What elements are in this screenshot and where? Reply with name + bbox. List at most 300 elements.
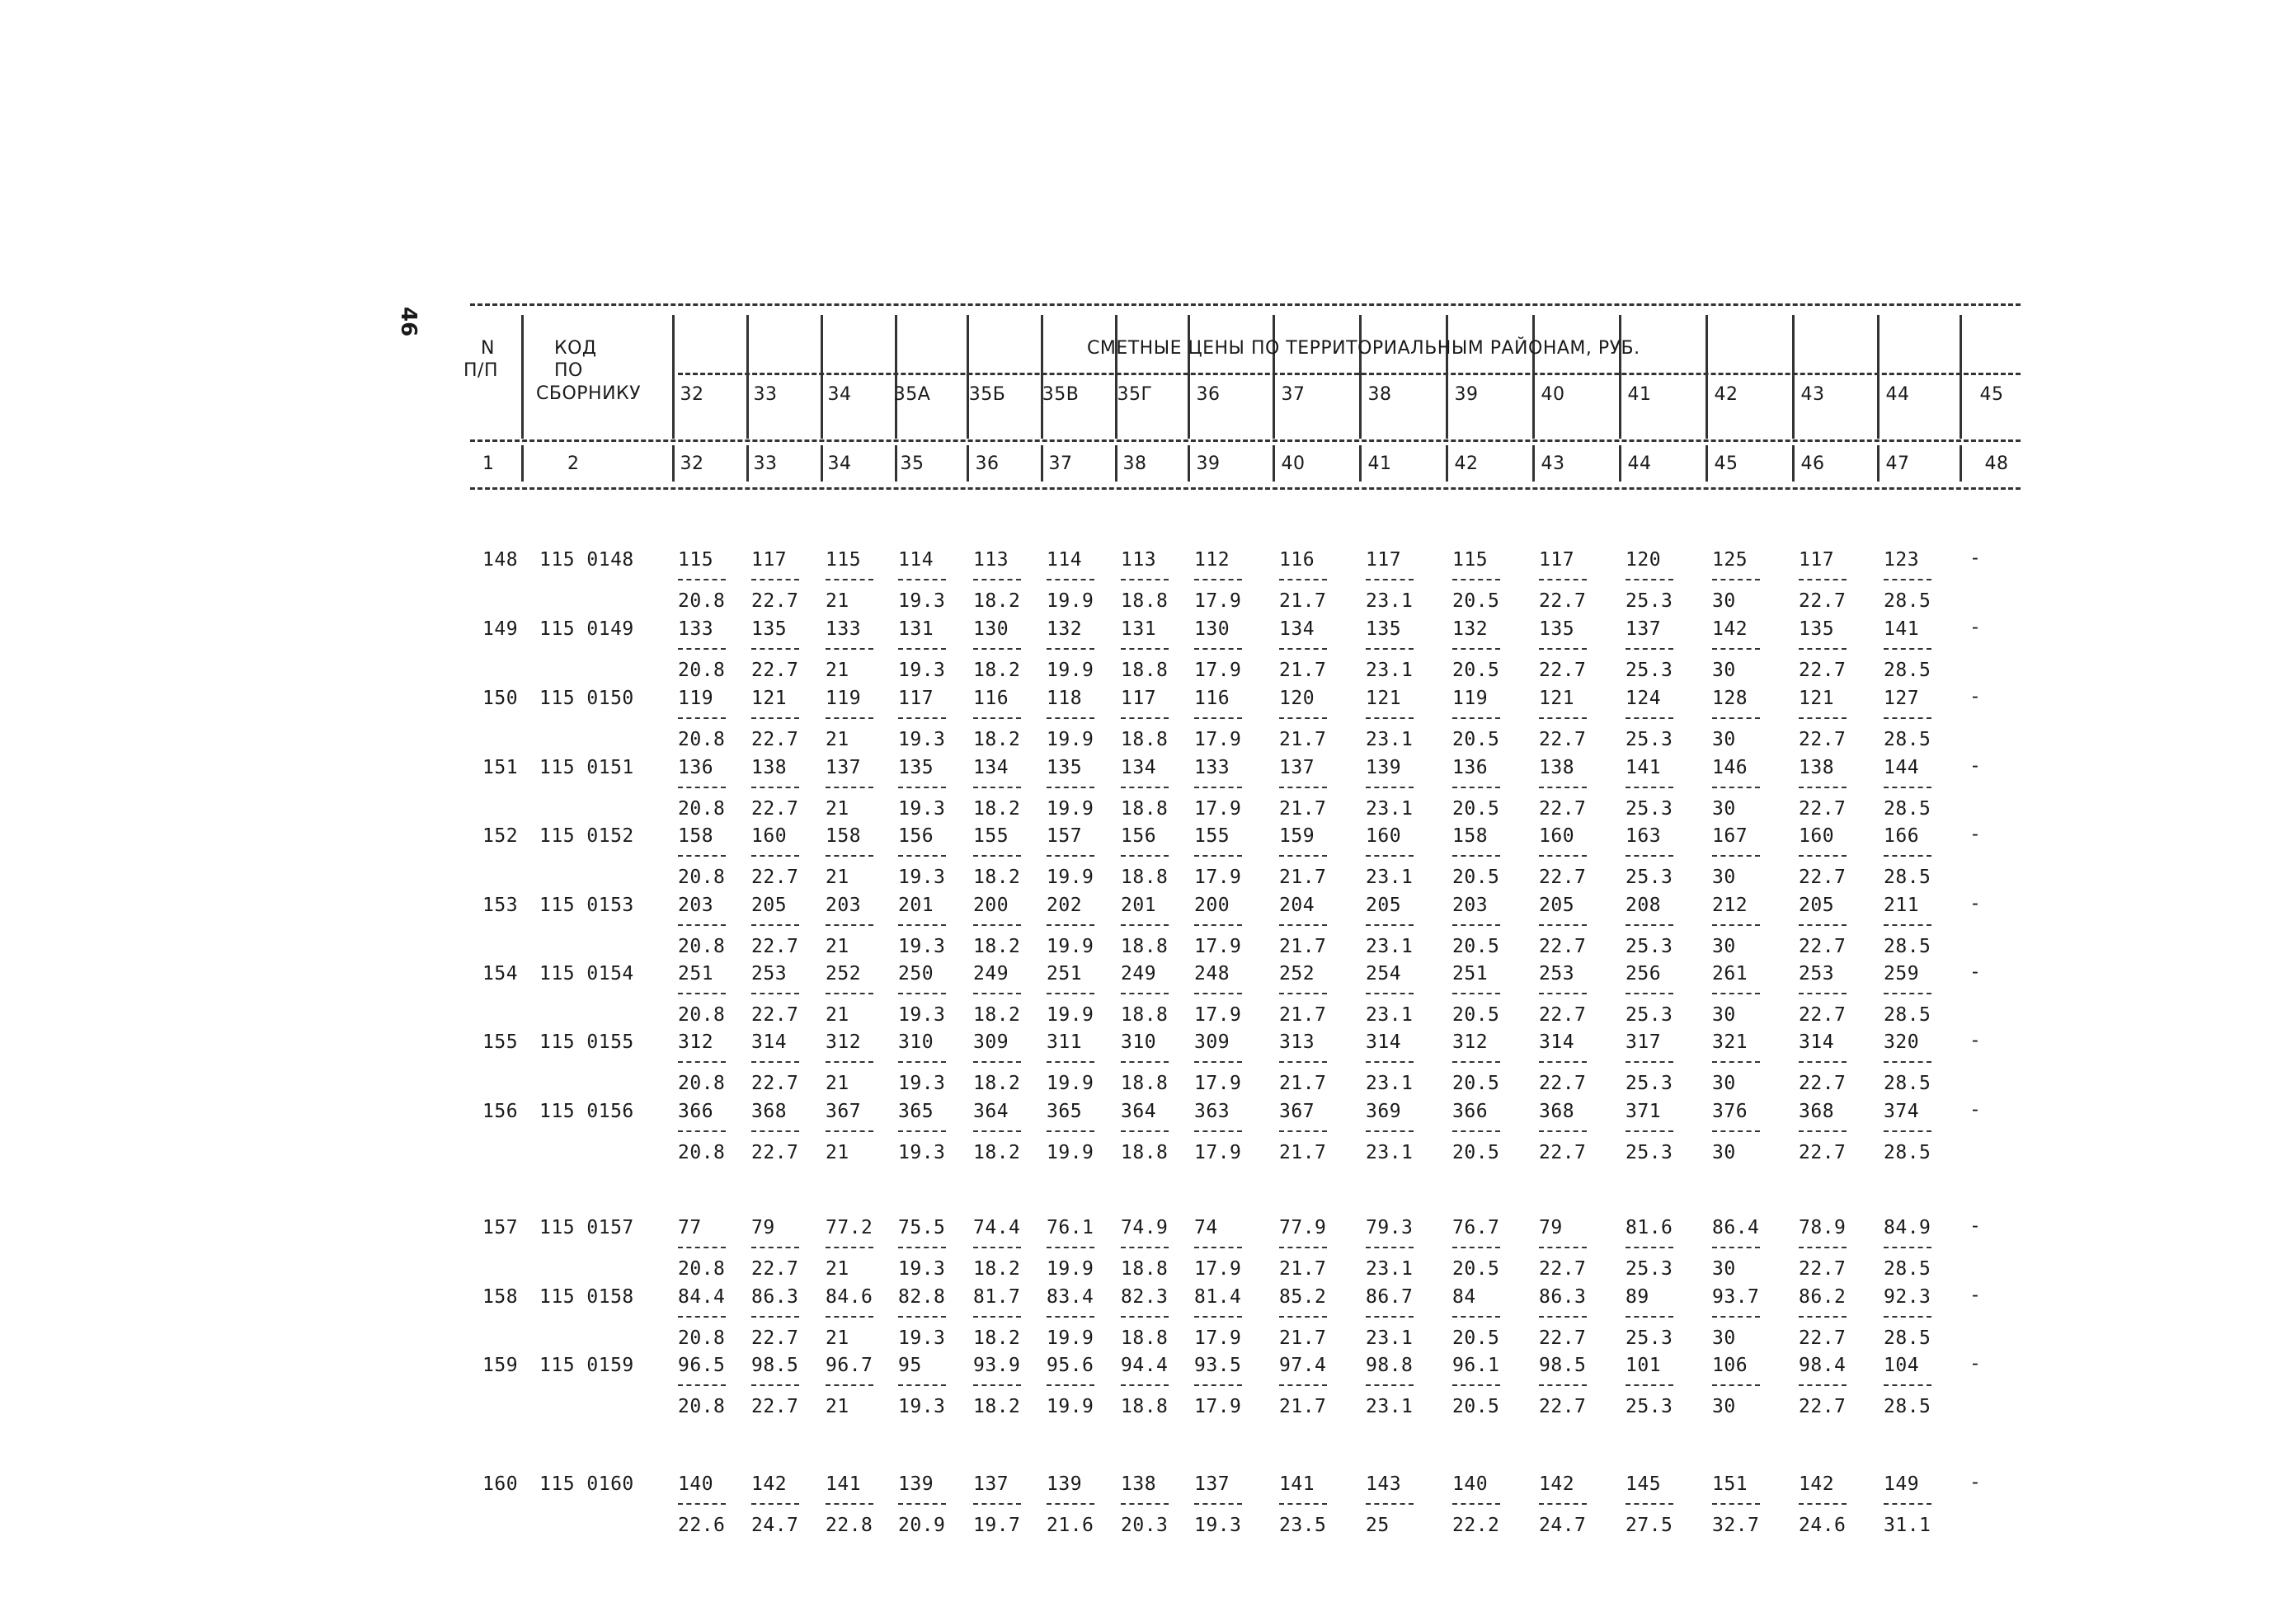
wage-value: 23.1 [1366, 1142, 1414, 1163]
wage-value: 20.8 [678, 1073, 726, 1094]
price-value: 137 [1194, 1473, 1230, 1495]
district-header-11: 40 [1541, 384, 1565, 405]
price-value: 252 [826, 963, 862, 984]
fraction-line [1047, 1316, 1094, 1318]
fraction-line [1626, 1247, 1673, 1248]
price-value: 130 [973, 618, 1009, 640]
fraction-line [898, 1503, 946, 1505]
wage-value: 30 [1712, 590, 1736, 612]
row-number: 153 [482, 895, 519, 916]
price-value: 117 [1121, 688, 1157, 709]
price-value: 85.2 [1279, 1286, 1327, 1308]
header-np-pp: П/П [463, 360, 498, 381]
price-value: 251 [678, 963, 714, 984]
price-value: 77 [678, 1217, 702, 1238]
fraction-line [973, 1061, 1021, 1063]
price-value: 135 [1366, 618, 1402, 640]
price-value: 160 [1539, 825, 1575, 847]
wage-value: 18.8 [1121, 867, 1169, 888]
header-np-n: N [481, 338, 495, 359]
wage-value: 28.5 [1884, 1327, 1931, 1349]
wage-value: 21 [826, 660, 849, 681]
fraction-line [1539, 1130, 1587, 1132]
row-code: 115 0150 [539, 688, 634, 709]
fraction-line [751, 648, 799, 650]
fraction-line [1884, 855, 1931, 857]
wage-value: 18.2 [973, 1004, 1021, 1026]
last-column-value: - [1969, 1030, 1982, 1051]
price-value: 155 [1194, 825, 1230, 847]
wage-value: 23.1 [1366, 1258, 1414, 1280]
row-number: 152 [482, 825, 519, 847]
price-value: 261 [1712, 963, 1748, 984]
price-value: 159 [1279, 825, 1315, 847]
fraction-line [1194, 1247, 1242, 1248]
last-column-value: - [1969, 1099, 1982, 1121]
wage-value: 22.7 [751, 1004, 799, 1026]
wage-value: 23.1 [1366, 798, 1414, 820]
row-code: 115 0152 [539, 825, 634, 847]
wage-value: 18.8 [1121, 660, 1169, 681]
fraction-line [1884, 993, 1931, 994]
fraction-line [898, 717, 946, 719]
wage-value: 24.6 [1799, 1515, 1847, 1536]
price-value: 133 [1194, 757, 1230, 778]
price-value: 78.9 [1799, 1217, 1847, 1238]
column-separator [1115, 315, 1117, 439]
fraction-line [1539, 1316, 1587, 1318]
wage-value: 19.9 [1047, 1073, 1094, 1094]
fraction-line [826, 924, 873, 926]
price-value: 314 [1366, 1031, 1402, 1053]
fraction-line [1366, 924, 1414, 926]
col-number-9: 38 [1122, 453, 1147, 474]
price-value: 116 [1279, 549, 1315, 571]
fraction-line [678, 855, 726, 857]
fraction-line [1626, 717, 1673, 719]
price-value: 365 [898, 1101, 934, 1122]
fraction-line [1121, 1130, 1169, 1132]
wage-value: 19.9 [1047, 798, 1094, 820]
fraction-line [1799, 787, 1847, 788]
wage-value: 19.7 [973, 1515, 1021, 1536]
wage-value: 22.6 [678, 1515, 726, 1536]
price-value: 131 [898, 618, 934, 640]
fraction-line [1194, 579, 1242, 580]
price-value: 119 [826, 688, 862, 709]
price-value: 114 [898, 549, 934, 571]
fraction-line [1799, 1061, 1847, 1063]
wage-value: 28.5 [1884, 1073, 1931, 1094]
wage-value: 18.2 [973, 590, 1021, 612]
fraction-line [898, 648, 946, 650]
price-value: 140 [1452, 1473, 1489, 1495]
fraction-line [751, 1061, 799, 1063]
fraction-line [1452, 717, 1500, 719]
wage-value: 17.9 [1194, 1142, 1242, 1163]
price-value: 140 [678, 1473, 714, 1495]
wage-value: 20.8 [678, 1004, 726, 1026]
price-value: 116 [973, 688, 1009, 709]
wage-value: 24.7 [751, 1515, 799, 1536]
price-value: 203 [678, 895, 714, 916]
fraction-line [1279, 1247, 1327, 1248]
wage-value: 18.2 [973, 1142, 1021, 1163]
price-value: 92.3 [1884, 1286, 1931, 1308]
price-value: 76.7 [1452, 1217, 1500, 1238]
wage-value: 17.9 [1194, 729, 1242, 750]
wage-value: 20.5 [1452, 1327, 1500, 1349]
price-value: 86.2 [1799, 1286, 1847, 1308]
fraction-line [751, 579, 799, 580]
fraction-line [1279, 1503, 1327, 1505]
wage-value: 28.5 [1884, 590, 1931, 612]
price-value: 115 [1452, 549, 1489, 571]
fraction-line [751, 993, 799, 994]
price-value: 203 [826, 895, 862, 916]
wage-value: 22.7 [751, 1258, 799, 1280]
price-value: 158 [826, 825, 862, 847]
fraction-line [1194, 717, 1242, 719]
fraction-line [973, 787, 1021, 788]
fraction-line [1194, 1503, 1242, 1505]
wage-value: 28.5 [1884, 1004, 1931, 1026]
price-value: 144 [1884, 757, 1920, 778]
fraction-line [751, 1130, 799, 1132]
wage-value: 22.8 [826, 1515, 873, 1536]
price-value: 155 [973, 825, 1009, 847]
price-value: 138 [1539, 757, 1575, 778]
price-value: 309 [973, 1031, 1009, 1053]
row-number: 156 [482, 1101, 519, 1122]
fraction-line [751, 787, 799, 788]
price-value: 113 [1121, 549, 1157, 571]
wage-value: 19.3 [898, 1073, 946, 1094]
fraction-line [1121, 1061, 1169, 1063]
column-separator [821, 315, 823, 439]
fraction-line [973, 1316, 1021, 1318]
fraction-line [1712, 1384, 1760, 1386]
row-code: 115 0158 [539, 1286, 634, 1308]
price-value: 259 [1884, 963, 1920, 984]
fraction-line [826, 648, 873, 650]
wage-value: 21 [826, 1327, 849, 1349]
district-header-15: 44 [1885, 384, 1910, 405]
wage-value: 21 [826, 1396, 849, 1417]
fraction-line [1712, 1247, 1760, 1248]
wage-value: 22.7 [1799, 660, 1847, 681]
wage-value: 17.9 [1194, 1073, 1242, 1094]
wage-value: 19.9 [1047, 1396, 1094, 1417]
wage-value: 19.9 [1047, 590, 1094, 612]
fraction-line [1884, 579, 1931, 580]
fraction-line [1799, 855, 1847, 857]
price-value: 101 [1626, 1355, 1662, 1376]
price-value: 104 [1884, 1355, 1920, 1376]
fraction-line [1539, 855, 1587, 857]
wage-value: 23.1 [1366, 660, 1414, 681]
fraction-line [1194, 1130, 1242, 1132]
fraction-line [898, 579, 946, 580]
price-value: 256 [1626, 963, 1662, 984]
fraction-line [1047, 1247, 1094, 1248]
fraction-line [1047, 1384, 1094, 1386]
fraction-line [1279, 1384, 1327, 1386]
header-mid-rule [470, 439, 2021, 442]
price-value: 93.9 [973, 1355, 1021, 1376]
wage-value: 19.3 [898, 660, 946, 681]
fraction-line [1047, 1061, 1094, 1063]
fraction-line [1539, 717, 1587, 719]
price-value: 160 [751, 825, 788, 847]
wage-value: 17.9 [1194, 590, 1242, 612]
fraction-line [973, 717, 1021, 719]
row-number: 149 [482, 618, 519, 640]
row-code: 115 0159 [539, 1355, 634, 1376]
col-number-10: 39 [1196, 453, 1221, 474]
price-value: 84.6 [826, 1286, 873, 1308]
price-value: 205 [1539, 895, 1575, 916]
fraction-line [1194, 1316, 1242, 1318]
wage-value: 22.7 [1539, 1396, 1587, 1417]
column-separator [1188, 315, 1190, 439]
price-value: 137 [1279, 757, 1315, 778]
price-value: 113 [973, 549, 1009, 571]
price-value: 116 [1194, 688, 1230, 709]
wage-value: 22.7 [751, 729, 799, 750]
fraction-line [826, 579, 873, 580]
price-value: 374 [1884, 1101, 1920, 1122]
price-value: 117 [1539, 549, 1575, 571]
wage-value: 22.7 [1539, 590, 1587, 612]
fraction-line [973, 648, 1021, 650]
col-number-4: 33 [753, 453, 778, 474]
row-number: 148 [482, 549, 519, 571]
column-separator [1359, 315, 1362, 439]
price-value: 115 [826, 549, 862, 571]
last-column-value: - [1969, 824, 1982, 845]
col-number-11: 40 [1281, 453, 1306, 474]
col-number-2: 2 [567, 453, 580, 474]
fraction-line [1279, 717, 1327, 719]
fraction-line [1366, 1503, 1414, 1505]
district-header-0: 32 [680, 384, 704, 405]
wage-value: 19.3 [898, 867, 946, 888]
wage-value: 22.7 [751, 867, 799, 888]
wage-value: 17.9 [1194, 1258, 1242, 1280]
fraction-line [1884, 648, 1931, 650]
wage-value: 30 [1712, 1396, 1736, 1417]
price-value: 314 [1799, 1031, 1835, 1053]
wage-value: 21.7 [1279, 1258, 1327, 1280]
fraction-line [1626, 787, 1673, 788]
price-value: 131 [1121, 618, 1157, 640]
fraction-line [973, 924, 1021, 926]
wage-value: 23.1 [1366, 1396, 1414, 1417]
wage-value: 22.7 [1799, 936, 1847, 957]
row-code: 115 0154 [539, 963, 634, 984]
wage-value: 25.3 [1626, 1396, 1673, 1417]
price-value: 130 [1194, 618, 1230, 640]
price-value: 135 [1799, 618, 1835, 640]
row-code: 115 0149 [539, 618, 634, 640]
fraction-line [678, 1061, 726, 1063]
price-value: 135 [751, 618, 788, 640]
price-value: 118 [1047, 688, 1083, 709]
price-value: 84.4 [678, 1286, 726, 1308]
wage-value: 21.7 [1279, 936, 1327, 957]
price-value: 81.6 [1626, 1217, 1673, 1238]
wage-value: 23.1 [1366, 1073, 1414, 1094]
price-value: 74.4 [973, 1217, 1021, 1238]
wage-value: 23.1 [1366, 936, 1414, 957]
price-value: 132 [1452, 618, 1489, 640]
fraction-line [1121, 787, 1169, 788]
price-value: 251 [1047, 963, 1083, 984]
wage-value: 18.2 [973, 798, 1021, 820]
wage-value: 20.5 [1452, 729, 1500, 750]
price-value: 201 [898, 895, 934, 916]
col-number-16: 45 [1714, 453, 1738, 474]
fraction-line [826, 1247, 873, 1248]
fraction-line [1279, 1130, 1327, 1132]
fraction-line [1884, 1384, 1931, 1386]
wage-value: 25.3 [1626, 1073, 1673, 1094]
col-number-6: 35 [900, 453, 925, 474]
fraction-line [1539, 579, 1587, 580]
wage-value: 20.8 [678, 1258, 726, 1280]
fraction-line [1626, 1384, 1673, 1386]
wage-value: 22.7 [1539, 1073, 1587, 1094]
fraction-line [1799, 579, 1847, 580]
fraction-line [1047, 787, 1094, 788]
wage-value: 22.7 [1539, 729, 1587, 750]
wage-value: 30 [1712, 936, 1736, 957]
price-value: 121 [751, 688, 788, 709]
fraction-line [826, 1503, 873, 1505]
col-number-8: 37 [1048, 453, 1073, 474]
row-code: 115 0151 [539, 757, 634, 778]
fraction-line [1047, 1503, 1094, 1505]
column-separator [1706, 315, 1708, 439]
fraction-line [1799, 993, 1847, 994]
row-code: 115 0153 [539, 895, 634, 916]
fraction-line [1121, 1316, 1169, 1318]
price-value: 208 [1626, 895, 1662, 916]
fraction-line [1539, 924, 1587, 926]
fraction-line [1279, 993, 1327, 994]
wage-value: 20.5 [1452, 1258, 1500, 1280]
wage-value: 19.9 [1047, 729, 1094, 750]
fraction-line [678, 1384, 726, 1386]
price-value: 252 [1279, 963, 1315, 984]
fraction-line [1121, 924, 1169, 926]
price-value: 119 [1452, 688, 1489, 709]
price-value: 248 [1194, 963, 1230, 984]
wage-value: 21 [826, 1004, 849, 1026]
price-value: 141 [1884, 618, 1920, 640]
price-value: 117 [1366, 549, 1402, 571]
price-value: 204 [1279, 895, 1315, 916]
fraction-line [1047, 993, 1094, 994]
col-number-19: 48 [1984, 453, 2009, 474]
fraction-line [898, 787, 946, 788]
fraction-line [898, 1384, 946, 1386]
wage-value: 20.8 [678, 798, 726, 820]
header-code-po: ПО [554, 360, 583, 381]
fraction-line [1366, 648, 1414, 650]
price-value: 312 [826, 1031, 862, 1053]
fraction-line [751, 1384, 799, 1386]
price-value: 205 [1366, 895, 1402, 916]
wage-value: 19.9 [1047, 1142, 1094, 1163]
price-value: 251 [1452, 963, 1489, 984]
wage-value: 22.7 [1799, 1004, 1847, 1026]
price-value: 82.3 [1121, 1286, 1169, 1308]
price-value: 253 [751, 963, 788, 984]
wage-value: 28.5 [1884, 1142, 1931, 1163]
price-value: 106 [1712, 1355, 1748, 1376]
wage-value: 19.9 [1047, 1258, 1094, 1280]
column-separator [521, 315, 524, 439]
wage-value: 20.5 [1452, 798, 1500, 820]
district-header-4: 35Б [968, 384, 1006, 405]
wage-value: 20.5 [1452, 936, 1500, 957]
price-value: 95.6 [1047, 1355, 1094, 1376]
price-value: 132 [1047, 618, 1083, 640]
wage-value: 18.8 [1121, 729, 1169, 750]
column-separator [1877, 315, 1880, 439]
wage-value: 25.3 [1626, 729, 1673, 750]
wage-value: 22.7 [1539, 867, 1587, 888]
fraction-line [826, 1130, 873, 1132]
fraction-line [973, 1247, 1021, 1248]
fraction-line [1884, 1061, 1931, 1063]
price-value: 211 [1884, 895, 1920, 916]
col-number-14: 43 [1541, 453, 1565, 474]
wage-value: 30 [1712, 1142, 1736, 1163]
wage-value: 22.7 [1539, 1004, 1587, 1026]
column-separator [967, 315, 969, 439]
wage-value: 22.7 [751, 1327, 799, 1349]
wage-value: 21 [826, 798, 849, 820]
fraction-line [1884, 717, 1931, 719]
fraction-line [1047, 855, 1094, 857]
fraction-line [678, 993, 726, 994]
wage-value: 20.8 [678, 1396, 726, 1417]
wage-value: 30 [1712, 1073, 1736, 1094]
fraction-line [1279, 1061, 1327, 1063]
fraction-line [1366, 1130, 1414, 1132]
price-value: 151 [1712, 1473, 1748, 1495]
wage-value: 19.3 [898, 1142, 946, 1163]
price-value: 141 [826, 1473, 862, 1495]
wage-value: 28.5 [1884, 729, 1931, 750]
price-value: 93.7 [1712, 1286, 1760, 1308]
fraction-line [1047, 648, 1094, 650]
wage-value: 25.3 [1626, 798, 1673, 820]
fraction-line [898, 1061, 946, 1063]
fraction-line [973, 579, 1021, 580]
wage-value: 23.5 [1279, 1515, 1327, 1536]
col-number-18: 47 [1885, 453, 1910, 474]
price-value: 143 [1366, 1473, 1402, 1495]
fraction-line [1884, 787, 1931, 788]
wage-value: 18.2 [973, 1258, 1021, 1280]
fraction-line [1279, 579, 1327, 580]
last-column-value: - [1969, 1353, 1982, 1374]
wage-value: 22.7 [1799, 798, 1847, 820]
